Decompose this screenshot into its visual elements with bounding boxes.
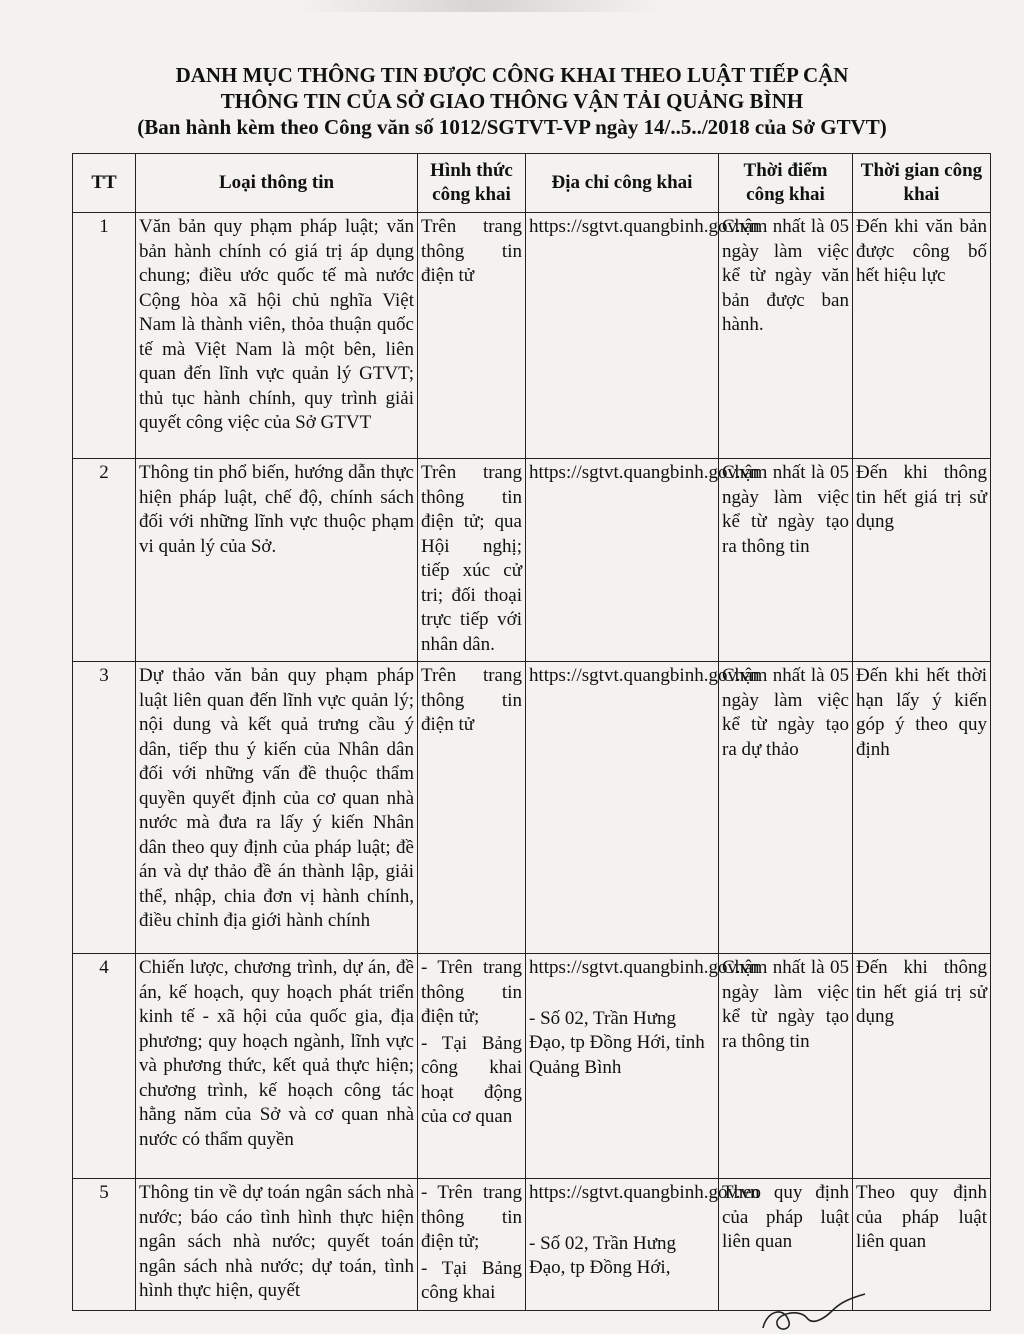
table-row [73, 213, 991, 459]
cell-tt: 3 [73, 662, 136, 954]
table-row [73, 662, 991, 954]
header-duration: Thời gian công khai [853, 154, 991, 213]
header-when: Thời điểm công khai [719, 154, 853, 213]
title-line-2: THÔNG TIN CỦA SỞ GIAO THÔNG VẬN TẢI QUẢNG BÌNH [220, 89, 804, 113]
cell-form: Trên trang thông tin điện tử; qua Hội nghị; tiếp xúc cử tri; đối thoại trực tiếp với nhân dân. [418, 459, 526, 662]
cell-when: Theo quy định của pháp luật liên quan [719, 1179, 853, 1311]
cell-type: Văn bản quy phạm pháp luật; văn bản hành chính có giá trị áp dụng chung; điều ước quốc tế mà nước Cộng hòa xã hội chủ nghĩa Việt Nam là thành viên, thỏa thuận quốc tế mà Việt Nam là một bên, liên quan đến lĩnh vực quản lý GTVT; thủ tục hành chính, quy trình giải quyết công việc của Sở GTVT [136, 213, 418, 459]
office-address: - Số 02, Trần Hưng Đạo, tp Đồng Hới, [529, 1232, 677, 1278]
cell-when: Chậm nhất là 05 ngày làm việc kể từ ngày văn bản được ban hành. [719, 213, 853, 459]
table-row [73, 954, 991, 1179]
cell-tt: 1 [73, 213, 136, 459]
header-form: Hình thức công khai [418, 154, 526, 213]
office-address: - Số 02, Trần Hưng Đạo, tp Đồng Hới, tỉnh Quảng Bình [529, 1007, 705, 1078]
header-tt: TT [73, 154, 136, 213]
cell-form [418, 1179, 526, 1311]
cell-type: Dự thảo văn bản quy phạm pháp luật liên quan đến lĩnh vực quản lý; nội dung và kết quả trưng cầu ý dân, tiếp thu ý kiến của Nhân dân đối với những vấn đề thuộc thẩm quyền quyết định của cơ quan nhà nước mà đưa ra lấy ý kiến Nhân dân theo quy định của pháp luật; đề án và dự thảo đề án thành lập, giải thể, nhập, chia đơn vị hành chính, điều chỉnh địa giới hành chính [136, 662, 418, 954]
cell-tt: 5 [73, 1179, 136, 1311]
form-board: - Tại Bảng công khai [421, 1257, 522, 1303]
cell-duration: Đến khi thông tin hết giá trị sử dụng [853, 459, 991, 662]
header-type: Loại thông tin [136, 154, 418, 213]
title-line-3: (Ban hành kèm theo Công văn số 1012/SGTVT-VP ngày 14/..5../2018 của Sở GTVT) [137, 115, 887, 139]
address-link[interactable]: https://sgtvt.quangbinh.gov.vn [529, 665, 760, 686]
cell-address [526, 213, 760, 459]
cell-duration: Theo quy định của pháp luật liên quan [853, 1179, 991, 1311]
information-catalog-table [72, 153, 991, 1311]
address-link[interactable]: https://sgtvt.quangbinh.gov.vn [529, 216, 760, 237]
cell-when: Chậm nhất là 05 ngày làm việc kể từ ngày tạo ra thông tin [719, 459, 853, 662]
document-title [0, 62, 1024, 140]
form-board: - Tại Bảng công khai hoạt động của cơ quan [421, 1032, 522, 1127]
cell-when: Chậm nhất là 05 ngày làm việc kể từ ngày tạo ra dự thảo [719, 662, 853, 954]
cell-tt: 2 [73, 459, 136, 662]
cell-address [526, 1179, 760, 1311]
table-row [73, 459, 991, 662]
cell-when: Chậm nhất là 05 ngày làm việc kể từ ngày tạo ra thông tin [719, 954, 853, 1179]
cell-form: Trên trang thông tin điện tử [418, 213, 526, 459]
top-edge-stain [300, 0, 660, 12]
cell-form [418, 954, 526, 1179]
cell-address [526, 954, 760, 1179]
cell-address [526, 662, 760, 954]
title-line-1: DANH MỤC THÔNG TIN ĐƯỢC CÔNG KHAI THEO LUẬT TIẾP CẬN [175, 63, 849, 87]
signature-scribble [755, 1288, 875, 1334]
cell-tt: 4 [73, 954, 136, 1179]
cell-duration: Đến khi văn bản được công bố hết hiệu lực [853, 213, 991, 459]
cell-address [526, 459, 760, 662]
header-address: Địa chỉ công khai [526, 154, 719, 213]
form-web: - Trên trang thông tin điện tử; [421, 1182, 522, 1252]
cell-type: Thông tin phổ biến, hướng dẫn thực hiện pháp luật, chế độ, chính sách đối với những lĩnh vực thuộc phạm vi quản lý của Sở. [136, 459, 418, 662]
address-link[interactable]: https://sgtvt.quangbinh.gov.vn [529, 957, 760, 978]
cell-duration: Đến khi hết thời hạn lấy ý kiến góp ý theo quy định [853, 662, 991, 954]
cell-form: Trên trang thông tin điện tử [418, 662, 526, 954]
table-header-row [73, 154, 991, 213]
cell-duration: Đến khi thông tin hết giá trị sử dụng [853, 954, 991, 1179]
address-link[interactable]: https://sgtvt.quangbinh.gov.vn [529, 1182, 760, 1203]
cell-type: Thông tin về dự toán ngân sách nhà nước; báo cáo tình hình thực hiện ngân sách nhà nước; quyết toán ngân sách nhà nước; dự toán, tình hình thực hiện, quyết [136, 1179, 418, 1311]
form-web: - Trên trang thông tin điện tử; [421, 957, 522, 1027]
address-link[interactable]: https://sgtvt.quangbinh.gov.vn [529, 462, 760, 483]
cell-type: Chiến lược, chương trình, dự án, đề án, kế hoạch, quy hoạch phát triển kinh tế - xã hội của quốc gia, địa phương; quy hoạch ngành, lĩnh vực và phương thức, kết quả thực hiện; chương trình, kế hoạch công tác hằng năm của Sở và cơ quan nhà nước có thẩm quyền [136, 954, 418, 1179]
